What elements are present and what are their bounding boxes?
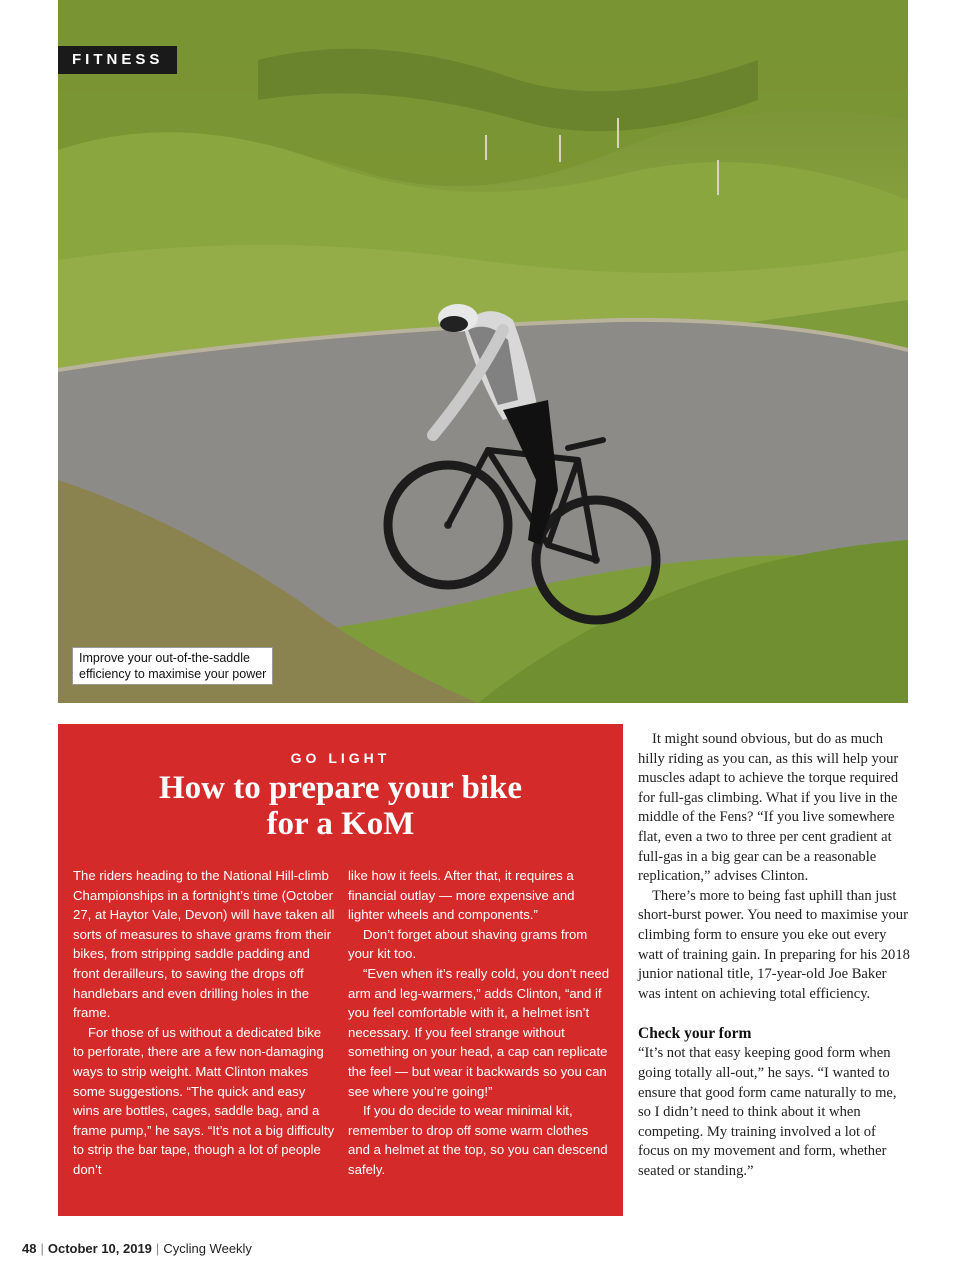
panel-headline bbox=[58, 770, 623, 842]
body-paragraph: It might sound obvious, but do as much hilly riding as you can, as this will help your muscles adapt to achieve the torque required for full-gas climbing. What if you live in the middle of the Fens? “If you live somewhere flat, even a two to three per cent gradient at full-gas in a big gear can be a reasonable replication,” advises Clinton. bbox=[638, 731, 899, 885]
panel-column-left bbox=[73, 866, 335, 1180]
issue-date: October 10, 2019 bbox=[47, 1241, 152, 1256]
panel-kicker: GO LIGHT bbox=[290, 750, 391, 766]
body-paragraph: Don’t forget about shaving grams from your kit too. bbox=[348, 926, 588, 962]
body-paragraph: like how it feels. After that, it requires a financial outlay — more expensive and lighter wheels and components.” bbox=[348, 868, 575, 923]
panel-column-right bbox=[348, 866, 610, 1180]
body-paragraph: If you do decide to wear minimal kit, remember to drop off some warm clothes and a helmet at the top, so you can descend safely. bbox=[348, 1103, 608, 1177]
caption-line: efficiency to maximise your power bbox=[79, 667, 267, 681]
page-footer bbox=[22, 1241, 252, 1256]
headline-line: for a KoM bbox=[266, 806, 415, 842]
body-paragraph: For those of us without a dedicated bike to perforate, there are a few non-damaging ways to strip weight. Matt Clinton makes some suggestions. “The quick and easy wins are bottles, cages, saddle bag, and a frame pump,” he says. “It’s not a big difficulty to strip the bar tape, though a lot of people don’t bbox=[73, 1024, 335, 1177]
feature-panel bbox=[58, 724, 623, 1216]
footer-separator: | bbox=[40, 1241, 44, 1256]
caption-line: Improve your out-of-the-saddle bbox=[79, 651, 250, 665]
subheading: Check your form bbox=[638, 1025, 752, 1043]
footer-separator: | bbox=[155, 1241, 160, 1256]
article-column bbox=[638, 730, 910, 1181]
headline-line: How to prepare your bike bbox=[158, 770, 523, 806]
body-paragraph: “It’s not that easy keeping good form when going totally all-out,” he says. “I wanted to ensure that good form came naturally to me, so I didn’t need to think about it when competing. My training involved a lot of focus on my movement and form, whether seated or standing.” bbox=[638, 1045, 897, 1179]
hero-photo bbox=[58, 0, 908, 703]
section-tag: FITNESS bbox=[58, 46, 177, 74]
cyclist-illustration bbox=[58, 0, 908, 703]
photo-caption bbox=[72, 647, 273, 685]
body-paragraph: “Even when it’s really cold, you don’t need arm and leg-warmers,” adds Clinton, “and if you feel comfortable with it, a helmet isn’t necessary. If you feel strange without something on your head, a cap can replicate the feel — but wear it backwards so you can see where you’re going!” bbox=[348, 965, 610, 1099]
page-number: 48 bbox=[22, 1241, 37, 1256]
body-paragraph: There’s more to being fast uphill than just short-burst power. You need to maximise your climbing form to ensure you eke out every watt of training gain. In preparing for his 2018 junior national title, 17-year-old Joe Baker was intent on achieving total efficiency. bbox=[638, 887, 910, 1002]
body-paragraph: The riders heading to the National Hill-climb Championships in a fortnight’s time (October 27, at Haytor Vale, Devon) will have taken all sorts of measures to shave grams from their bikes, from stripping saddle padding and front derailleurs, to sawing the drops off handlebars and even drilling holes in the frame. bbox=[73, 868, 335, 1021]
publication-name: Cycling Weekly bbox=[163, 1241, 252, 1256]
